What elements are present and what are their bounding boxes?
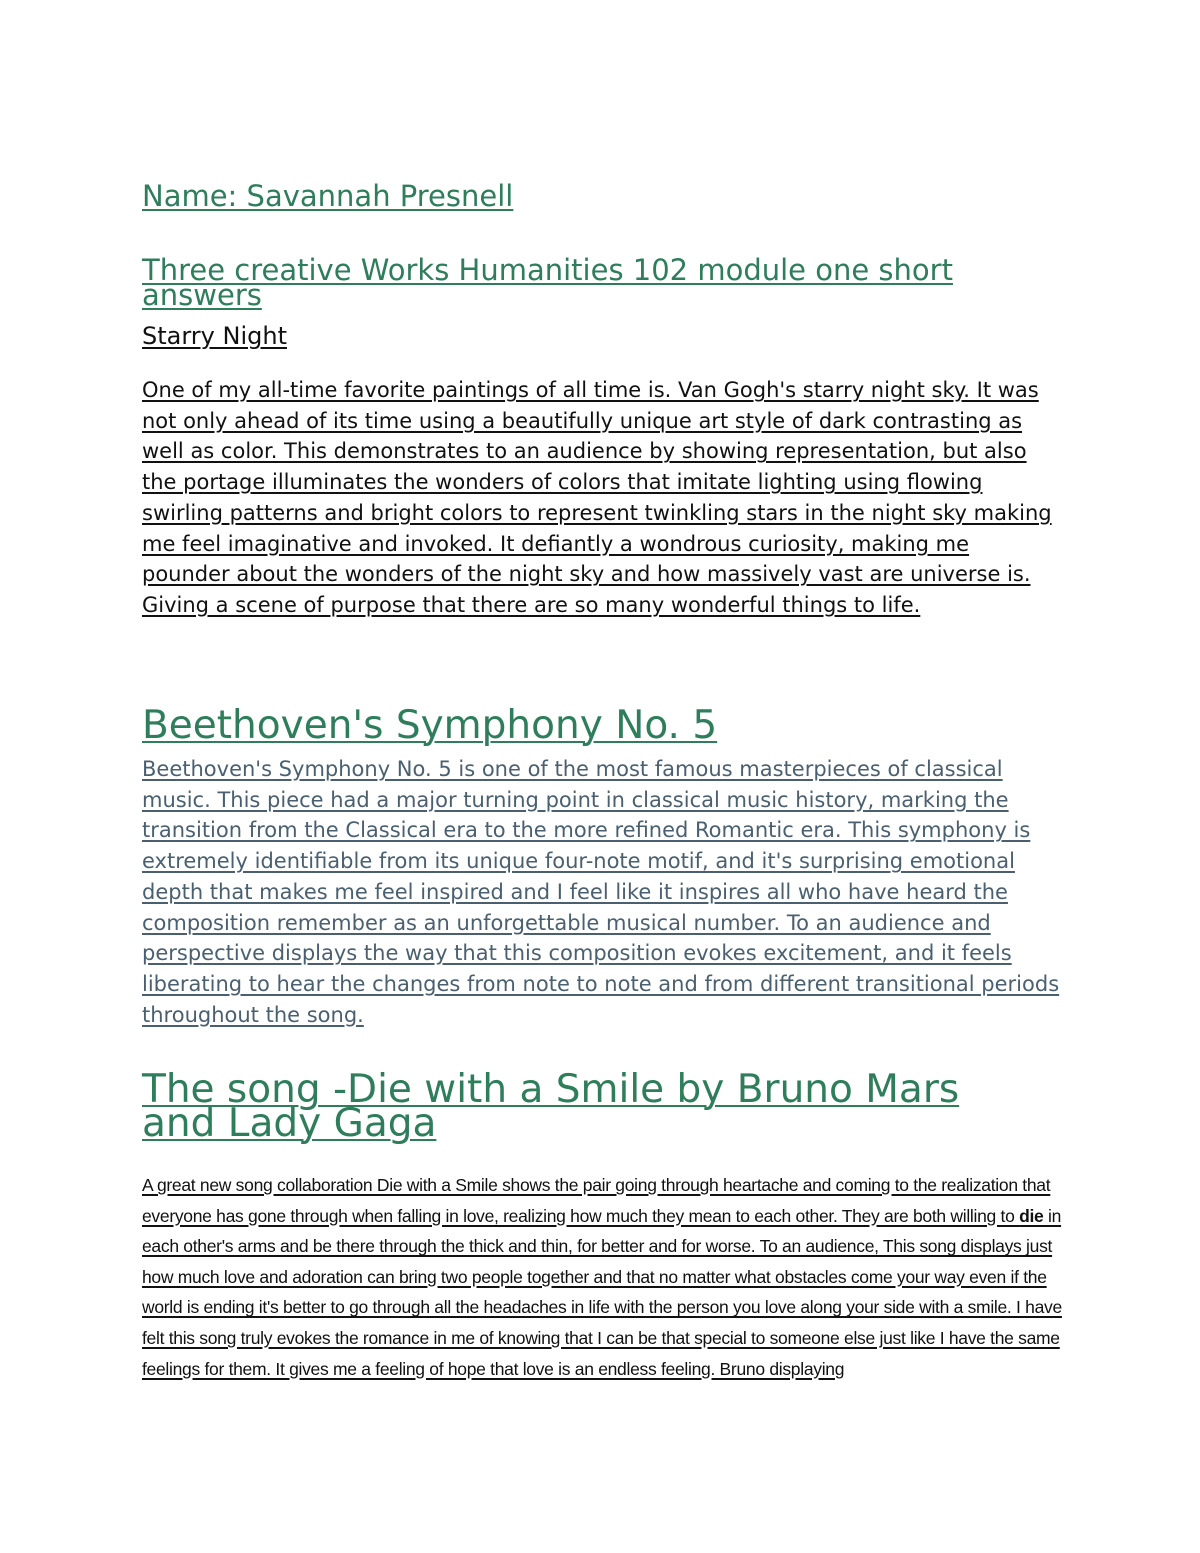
paragraph-text-end: in each other's arms and be there through the thick and thin, for better and for worse. To an audience, This song displays just how much love and adoration can bring two people together and that no matter what obstacles come your way even if the world is ending it's better to go through all the headaches in life with the person you love along your side with a smile. I have felt this song truly evokes the romance in me of knowing that I can be that special to someone else just like I have the same feelings for them. It gives me a feeling of hope that love is an endless feeling. Bruno displaying bbox=[142, 1205, 1062, 1379]
document-subtitle: Three creative Works Humanities 102 module one short answers bbox=[142, 253, 953, 312]
paragraph-text-start: A great new song collaboration Die with a Smile shows the pair going through heartache and coming to the realization that everyone has gone through when falling in love, realizing how much they mean to each other. They are both willing to bbox=[142, 1175, 1051, 1226]
beethoven-heading: Beethoven's Symphony No. 5 bbox=[142, 703, 718, 748]
paragraph-bold-word: die bbox=[1019, 1205, 1044, 1226]
starry-night-heading: Starry Night bbox=[142, 322, 287, 350]
die-with-a-smile-paragraph bbox=[142, 1170, 1062, 1384]
starry-night-paragraph: One of my all-time favorite paintings of all time is. Van Gogh's starry night sky. It was not only ahead of its time using a beautifully unique art style of dark contrasting as well as color. This demonstrates to an audience by showing representation, but also the portage illuminates the wonders of colors that imitate lighting using flowing swirling patterns and bright colors to represent twinkling stars in the night sky making me feel imaginative and invoked. It defiantly a wondrous curiosity, making me pounder about the wonders of the night sky and how massively vast are universe is. Giving a scene of purpose that there are so many wonderful things to life. bbox=[142, 378, 1052, 617]
beethoven-paragraph: Beethoven's Symphony No. 5 is one of the most famous masterpieces of classical music. This piece had a major turning point in classical music history, marking the transition from the Classical era to the more refined Romantic era. This symphony is extremely identifiable from its unique four-note motif, and it's surprising emotional depth that makes me feel inspired and I feel like it inspires all who have heard the composition remember as an unforgettable musical number. To an audience and perspective displays the way that this composition evokes excitement, and it feels liberating to hear the changes from note to note and from different transitional periods throughout the song. bbox=[142, 757, 1060, 1027]
die-with-a-smile-heading: The song -Die with a Smile by Bruno Mars and Lady Gaga bbox=[142, 1067, 960, 1146]
author-name-line: Name: Savannah Presnell bbox=[142, 179, 514, 213]
document-page bbox=[142, 0, 1062, 1553]
